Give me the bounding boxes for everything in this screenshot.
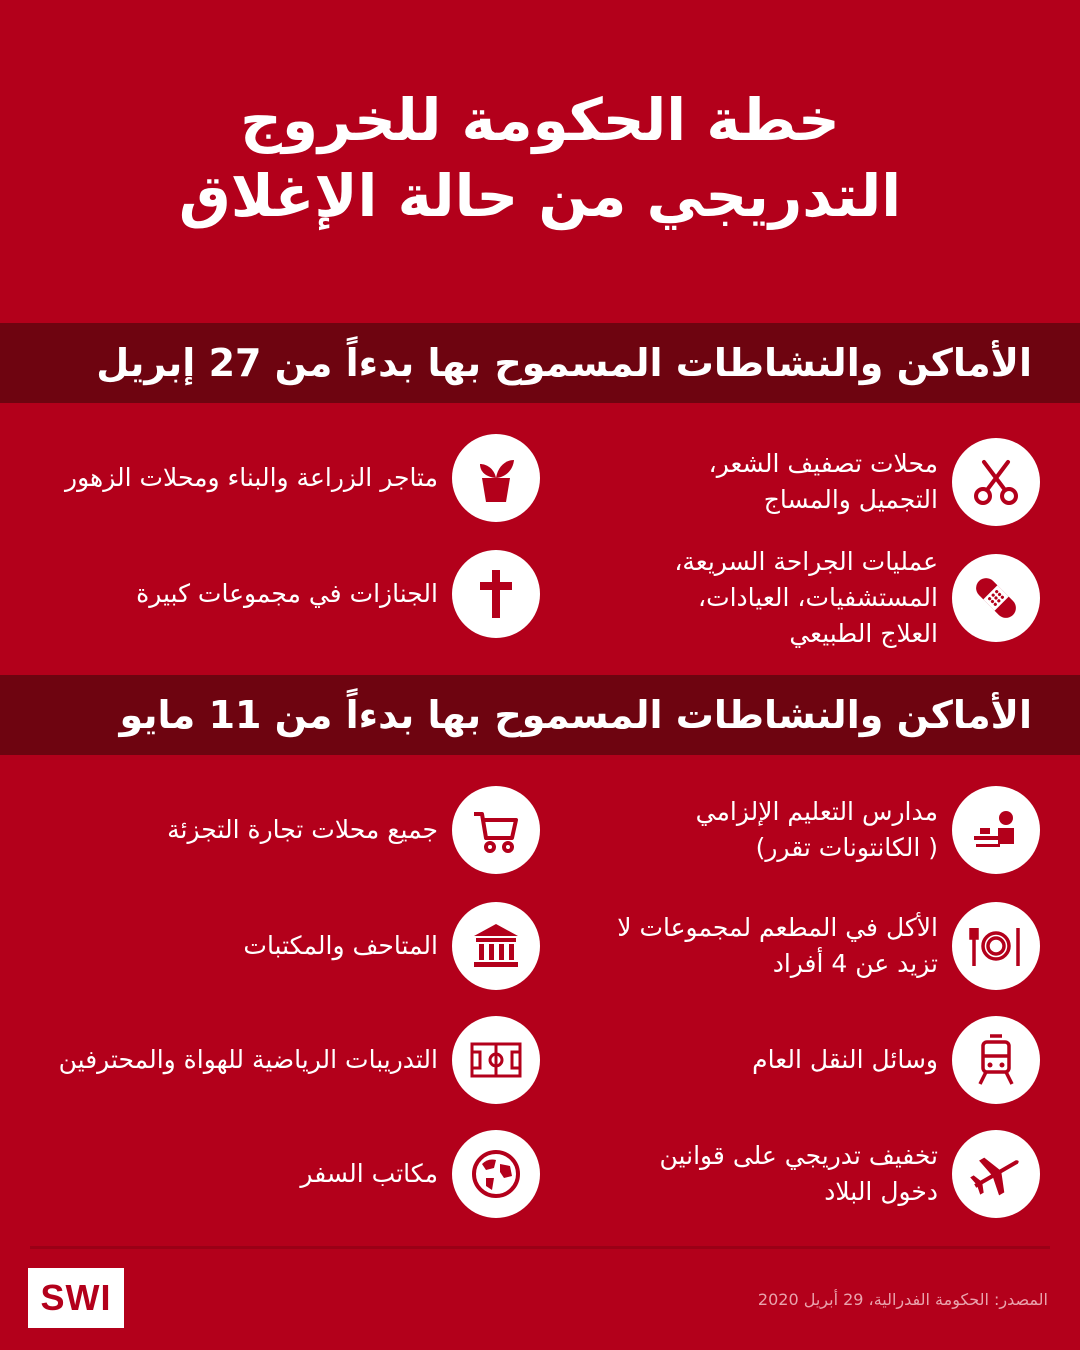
section-heading-may: الأماكن والنشاطات المسموح بها بدءاً من 11 مايو bbox=[0, 675, 1080, 755]
list-item-hair-salons bbox=[500, 432, 1040, 532]
list-item-border-entry bbox=[500, 1124, 1040, 1224]
list-item-label: مكاتب السفر bbox=[300, 1159, 438, 1188]
list-item-label: مدارس التعليم الإلزامي ( الكانتونات تقرر) bbox=[695, 797, 938, 862]
page-title bbox=[0, 82, 1080, 234]
plate-cutlery-icon bbox=[952, 902, 1040, 990]
plant-pot-icon bbox=[452, 434, 540, 522]
footer-divider bbox=[30, 1246, 1050, 1249]
section-heading-april: الأماكن والنشاطات المسموح بها بدءاً من 27 إبريل bbox=[0, 323, 1080, 403]
list-item-sports bbox=[0, 1010, 540, 1110]
list-item-funerals bbox=[0, 544, 540, 644]
scissors-icon bbox=[952, 438, 1040, 526]
list-item-public-transport bbox=[500, 1010, 1040, 1110]
list-item-label: عمليات الجراحة السريعة، المستشفيات، العيادات، العلاج الطبيعي bbox=[674, 547, 938, 648]
bandage-icon bbox=[952, 554, 1040, 642]
list-item-label: جميع محلات تجارة التجزئة bbox=[167, 815, 438, 844]
title-line-1: خطة الحكومة للخروج bbox=[240, 86, 840, 154]
list-item-retail bbox=[0, 780, 540, 880]
list-item-label: تخفيف تدريجي على قوانين دخول البلاد bbox=[659, 1141, 938, 1206]
list-item-surgery bbox=[500, 548, 1040, 648]
cross-icon bbox=[452, 550, 540, 638]
list-item-label: المتاحف والمكتبات bbox=[243, 931, 438, 960]
airplane-icon bbox=[952, 1130, 1040, 1218]
list-item-label: التدريبات الرياضية للهواة والمحترفين bbox=[58, 1045, 438, 1074]
list-item-label: وسائل النقل العام bbox=[752, 1045, 938, 1074]
list-item-label: الجنازات في مجموعات كبيرة bbox=[136, 579, 438, 608]
list-item-restaurants bbox=[500, 896, 1040, 996]
list-item-travel-agencies bbox=[0, 1124, 540, 1224]
globe-icon bbox=[452, 1130, 540, 1218]
train-icon bbox=[952, 1016, 1040, 1104]
source-note: المصدر: الحكومة الفدرالية، 29 أبريل 2020 bbox=[757, 1290, 1048, 1309]
sports-field-icon bbox=[452, 1016, 540, 1104]
shopping-cart-icon bbox=[452, 786, 540, 874]
list-item-label: متاجر الزراعة والبناء ومحلات الزهور bbox=[65, 463, 438, 492]
museum-icon bbox=[452, 902, 540, 990]
list-item-garden-stores bbox=[0, 428, 540, 528]
swi-logo: SWI bbox=[28, 1268, 124, 1328]
list-item-label: الأكل في المطعم لمجموعات لا تزيد عن 4 أفراد bbox=[617, 913, 938, 978]
school-desk-icon bbox=[952, 786, 1040, 874]
list-item-museums bbox=[0, 896, 540, 996]
list-item-label: محلات تصفيف الشعر، التجميل والمساج bbox=[708, 449, 938, 514]
title-line-2: التدريجي من حالة الإغلاق bbox=[178, 162, 902, 230]
list-item-schools bbox=[500, 780, 1040, 880]
